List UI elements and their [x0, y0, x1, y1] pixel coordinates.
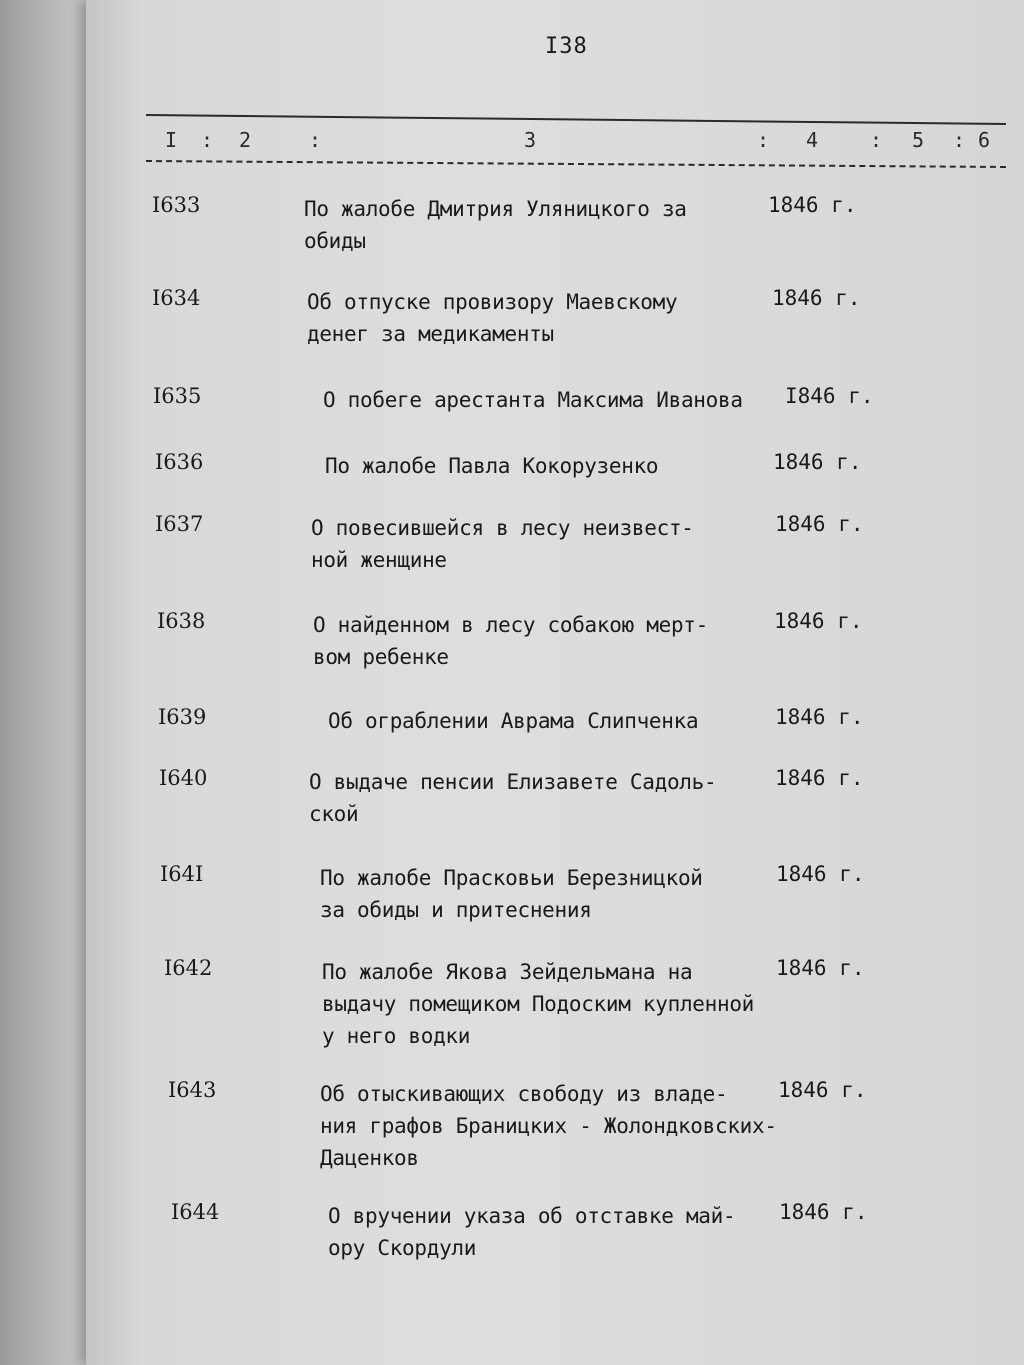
entry-title: О выдаче пенсии Елизавете Садоль- ской — [309, 770, 717, 826]
entry-title: По жалобе Павла Кокорузенко — [325, 454, 659, 478]
entry-title: По жалобе Дмитрия Уляницкого за обиды — [304, 197, 687, 253]
entry-number: I639 — [158, 705, 207, 729]
entry-number: I638 — [157, 609, 206, 633]
entry-year: 1846 г. — [778, 1078, 867, 1102]
entry-year: 1846 г. — [779, 1200, 868, 1224]
entry-year: 1846 г. — [774, 609, 863, 633]
entry-title: По жалобе Якова Зейдельмана на выдачу помещиком Подоским купленной у него водки — [322, 960, 755, 1048]
column-header-separator: : — [953, 128, 966, 152]
entry-year: 1846 г. — [773, 450, 862, 474]
column-header-1: I — [165, 128, 178, 152]
entry-year: 1846 г. — [776, 862, 865, 886]
entry-year: 1846 г. — [772, 286, 861, 310]
column-header-separator: : — [309, 128, 322, 152]
entry-title: О побеге арестанта Максима Иванова — [323, 388, 743, 412]
column-header-separator: : — [201, 128, 214, 152]
entry-number: I633 — [152, 193, 201, 217]
entry-title: Об ограблении Аврама Слипченка — [328, 709, 699, 733]
entry-year: 1846 г. — [775, 705, 864, 729]
column-header-6: 6 — [978, 128, 991, 152]
entry-year: 1846 г. — [775, 512, 864, 536]
entry-title: О повесившейся в лесу неизвест- ной женщине — [311, 516, 694, 572]
entry-title: Об отыскивающих свободу из владе- ния графов Браницких - Жолондковских- Даценков — [320, 1082, 777, 1170]
entry-title: О найденном в лесу собакою мерт- вом ребенке — [313, 613, 708, 669]
column-header-3: 3 — [524, 128, 537, 152]
column-header-4: 4 — [806, 128, 819, 152]
entry-number: I635 — [153, 384, 202, 408]
entry-title: По жалобе Прасковьи Березницкой за обиды и притеснения — [320, 866, 703, 922]
entry-year: 1846 г. — [768, 193, 857, 217]
column-header-2: 2 — [239, 128, 252, 152]
entry-year: 1846 г. — [776, 956, 865, 980]
entry-year: 1846 г. — [775, 766, 864, 790]
entry-number: I644 — [171, 1200, 220, 1224]
entry-number: I640 — [159, 766, 208, 790]
entry-number: I64I — [160, 862, 204, 886]
entry-year: I846 г. — [785, 384, 874, 408]
page-number: I38 — [545, 34, 588, 59]
entry-number: I636 — [155, 450, 204, 474]
column-header-separator: : — [757, 128, 770, 152]
entry-title: О вручении указа об отставке май- ору Скордули — [328, 1204, 736, 1260]
entry-number: I642 — [164, 956, 213, 980]
entry-number: I637 — [155, 512, 204, 536]
entry-number: I634 — [152, 286, 201, 310]
column-header-separator: : — [870, 128, 883, 152]
entry-number: I643 — [168, 1078, 217, 1102]
column-header-5: 5 — [912, 128, 925, 152]
entry-title: Об отпуске провизору Маевскому денег за медикаменты — [307, 290, 678, 346]
